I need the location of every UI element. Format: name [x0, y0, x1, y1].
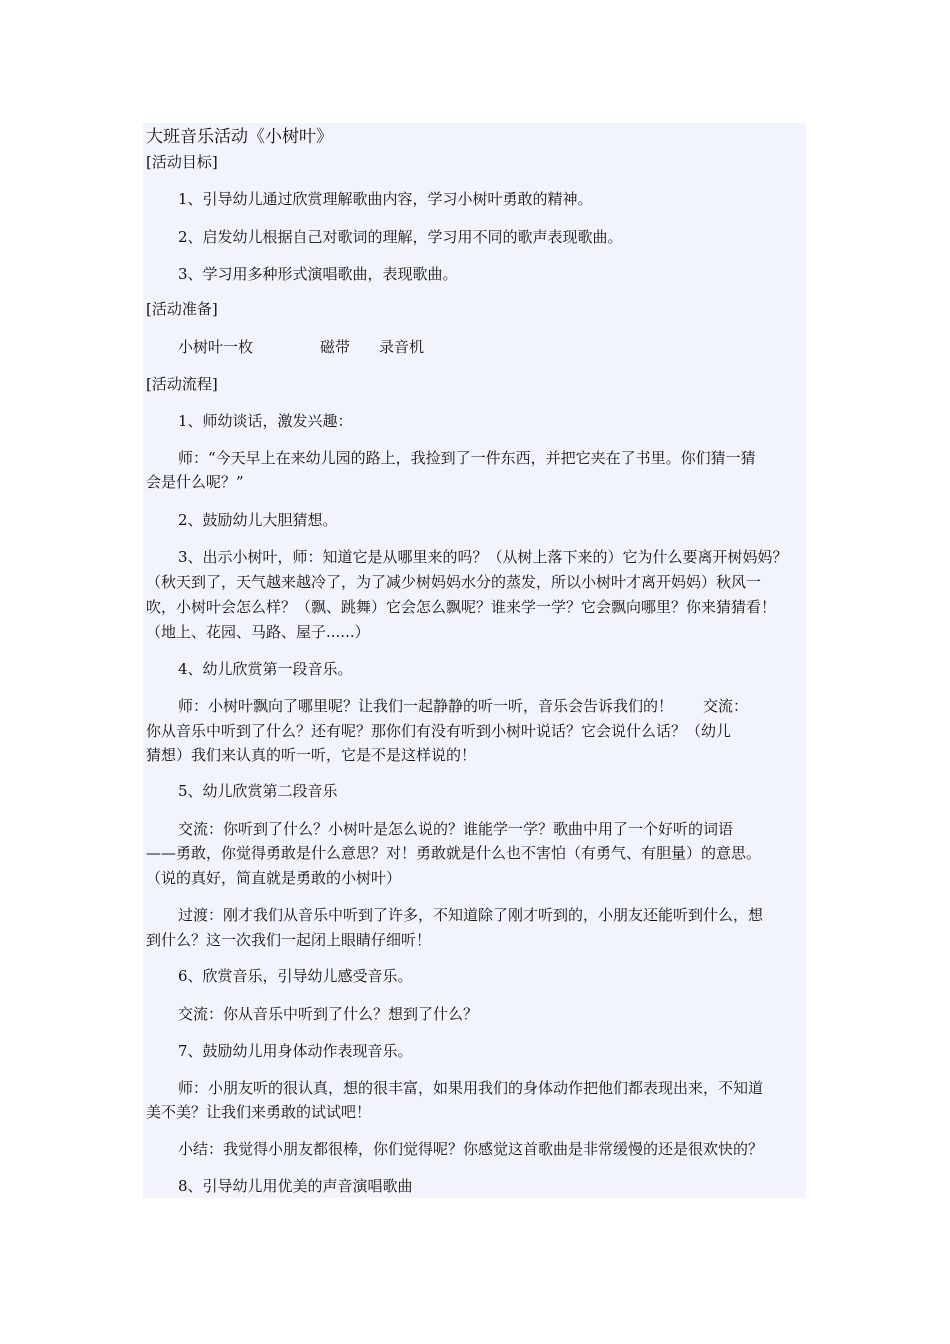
- process-line: 3、出示小树叶，师：知道它是从哪里来的吗？（从树上落下来的）它为什么要离开树妈妈？: [178, 548, 788, 566]
- process-line: 过渡：刚才我们从音乐中听到了许多，不知道除了刚才听到的，小朋友还能听到什么，想: [178, 906, 764, 924]
- process-line: 小结：我觉得小朋友都很棒，你们觉得呢？你感觉这首歌曲是非常缓慢的还是很欢快的？: [178, 1140, 764, 1158]
- process-line: 师：小朋友听的很认真，想的很丰富，如果用我们的身体动作把他们都表现出来，不知道: [178, 1079, 764, 1097]
- process-line: 师：“今天早上在来幼儿园的路上，我捡到了一件东西，并把它夹在了书里。你们猜一猜: [178, 449, 756, 467]
- process-line: 猜想）我们来认真的听一听，它是不是这样说的！: [146, 746, 477, 764]
- process-line: 8、引导幼儿用优美的声音演唱歌曲: [178, 1177, 413, 1195]
- prep-item-recorder: 录音机: [379, 338, 425, 356]
- process-line: 师：小树叶飘向了哪里呢？让我们一起静静的听一听，音乐会告诉我们的！ 交流：: [178, 697, 749, 715]
- process-line: 2、鼓励幼儿大胆猜想。: [178, 511, 338, 529]
- process-line: 4、幼儿欣赏第一段音乐。: [178, 660, 353, 678]
- process-heading: [活动流程]: [146, 375, 218, 393]
- goal-item: 3、学习用多种形式演唱歌曲，表现歌曲。: [178, 265, 458, 283]
- process-line: 7、鼓励幼儿用身体动作表现音乐。: [178, 1042, 413, 1060]
- goal-item: 2、启发幼儿根据自己对歌词的理解，学习用不同的歌声表现歌曲。: [178, 228, 623, 246]
- process-line: 到什么？这一次我们一起闭上眼睛仔细听！: [146, 931, 432, 949]
- process-line: 交流：你听到了什么？小树叶是怎么说的？谁能学一学？歌曲中用了一个好听的词语: [178, 820, 734, 838]
- process-line: 会是什么呢？”: [146, 473, 244, 491]
- process-line: （地上、花园、马路、屋子......）: [146, 623, 370, 641]
- process-line: 美不美？让我们来勇敢的试试吧！: [146, 1103, 372, 1121]
- goal-item: 1、引导幼儿通过欣赏理解歌曲内容，学习小树叶勇敢的精神。: [178, 190, 593, 208]
- prep-item-tape: 磁带: [320, 338, 351, 356]
- process-line: 6、欣赏音乐，引导幼儿感受音乐。: [178, 967, 413, 985]
- prep-item-leaf: 小树叶一枚: [178, 338, 254, 356]
- process-line: 你从音乐中听到了什么？还有呢？那你们有没有听到小树叶说话？它会说什么话？（幼儿: [146, 722, 732, 740]
- prep-heading: [活动准备]: [146, 300, 218, 318]
- process-line: 吹，小树叶会怎么样？（飘、跳舞）它会怎么飘呢？谁来学一学？它会飘向哪里？你来猜猜看！: [146, 598, 777, 616]
- process-line: 交流：你从音乐中听到了什么？想到了什么？: [178, 1005, 479, 1023]
- document-title: 大班音乐活动《小树叶》: [146, 127, 333, 147]
- process-line: （秋天到了，天气越来越冷了，为了减少树妈妈水分的蒸发，所以小树叶才离开妈妈）秋风一: [146, 573, 762, 591]
- process-line: ——勇敢，你觉得勇敢是什么意思？对！勇敢就是什么也不害怕（有勇气、有胆量）的意思。: [146, 844, 762, 862]
- process-line: 1、师幼谈话，激发兴趣：: [178, 412, 353, 430]
- process-line: 5、幼儿欣赏第二段音乐: [178, 782, 338, 800]
- process-line: （说的真好，简直就是勇敢的小树叶）: [146, 869, 402, 887]
- goals-heading: [活动目标]: [146, 153, 218, 171]
